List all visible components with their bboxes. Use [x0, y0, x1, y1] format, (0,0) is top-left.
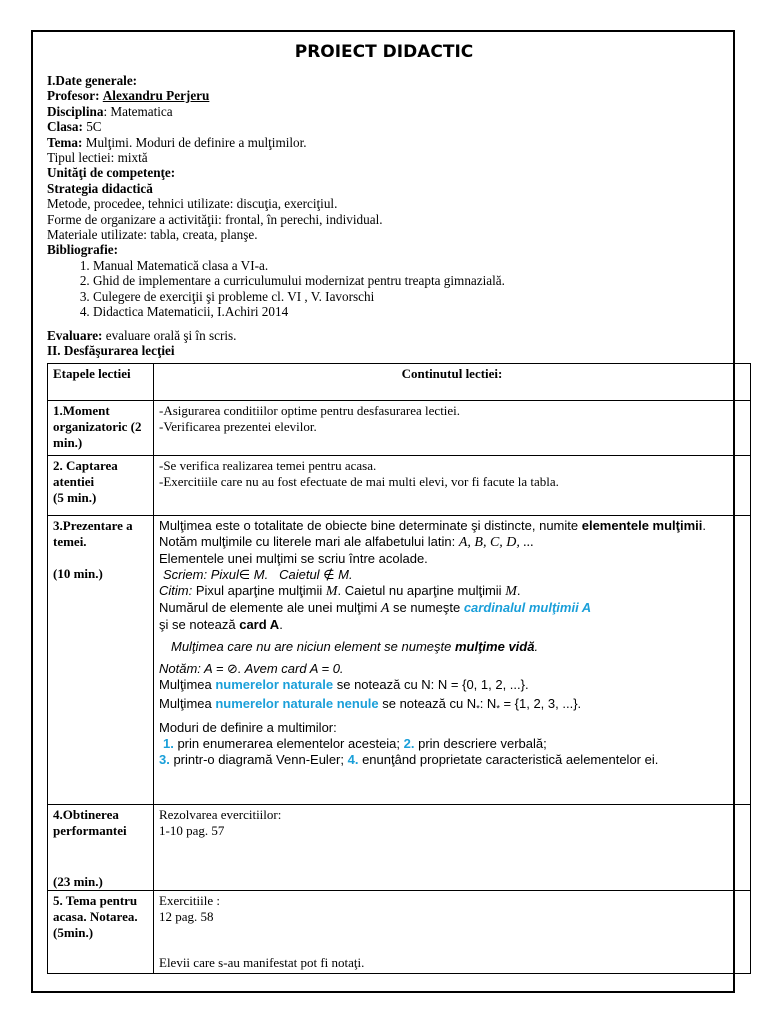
disciplina-label: Disciplina: [47, 103, 104, 119]
text-span: .: [702, 518, 707, 533]
stage-label: 3.Prezentare a temei.: [53, 518, 133, 549]
text-span: numerelor naturale nenule: [215, 696, 379, 711]
text-span: mulţime vidă: [454, 639, 535, 654]
text-span: M: [325, 584, 338, 599]
evaluare-value: evaluare orală şi în scris.: [102, 327, 237, 343]
disciplina-value: : Matematica: [103, 103, 173, 119]
bibliografie-list: [47, 258, 727, 320]
content-line: 12 pag. 58: [159, 909, 214, 924]
forme-row: Forme de organizare a activităţii: frontal, în perechi, individual.: [47, 211, 383, 227]
clasa-label: Clasa:: [47, 119, 83, 135]
content-cell: [154, 516, 751, 805]
text-span: Mulţimea este o totalitate de obiecte bine determinate şi distincte, numite: [159, 518, 582, 533]
text-span: Pixul∈ M.: [210, 567, 269, 582]
table-row: [48, 456, 751, 516]
text-span: 1.: [163, 735, 174, 751]
text-span: = {1, 2, 3, ...}.: [499, 696, 582, 711]
empty-set-line: [159, 639, 745, 655]
profesor-label: Profesor:: [47, 88, 100, 104]
content-cell: [154, 891, 751, 974]
content-cell: [154, 401, 751, 456]
methods-line-1: [159, 736, 745, 752]
nonzero-naturals-line: [159, 696, 745, 717]
text-span: Scriem:: [163, 567, 208, 582]
bibliografie-item: 4. Didactica Matematicii, I.Achiri 2014: [93, 304, 727, 319]
methods-line-2: [159, 752, 745, 768]
stage-time: (23 min.): [53, 874, 103, 889]
text-span: 3.: [159, 751, 170, 767]
profesor-name: Alexandru Perjeru: [102, 88, 210, 104]
stage-cell: [48, 516, 154, 805]
text-span: 4.: [347, 751, 359, 767]
tema-row: [47, 135, 727, 150]
text-span: Citim:: [159, 583, 193, 598]
content-line: Rezolvarea evercitiilor:: [159, 807, 282, 822]
general-data: [47, 73, 727, 358]
stage-time: (5 min.): [53, 490, 97, 505]
general-heading: I.Date generale:: [47, 73, 138, 88]
text-span: . Caietul nu aparţine mulţimii: [337, 583, 506, 598]
table-row: [48, 516, 751, 805]
text-span: se numeşte: [389, 600, 464, 615]
content-line: -Se verifica realizarea temei pentru acasa.: [159, 458, 377, 473]
strategia-didactica: Strategia didactică: [47, 180, 153, 196]
text-span: şi se notează: [159, 617, 240, 632]
scriem-line: [159, 567, 745, 583]
text-line: Moduri de definire a multimilor:: [159, 719, 337, 735]
cardinal-line: [159, 600, 745, 617]
text-span: Mulţimea: [159, 677, 216, 692]
clasa-value: 5C: [82, 119, 102, 135]
tipul-lectiei: Tipul lectiei: mixtă: [47, 150, 148, 166]
materiale-row: Materiale utilizate: tabla, creata, planşe.: [47, 227, 258, 243]
stage-cell: [48, 456, 154, 516]
stage-label: 4.Obtinerea performantei: [53, 807, 127, 838]
text-span: A: [380, 601, 390, 616]
text-line: Elementele unei mulţimi se scriu între acolade.: [159, 551, 428, 566]
text-span: numerelor naturale: [215, 677, 334, 692]
stage-cell: [48, 805, 154, 891]
text-span: .: [534, 639, 539, 654]
table-row: [48, 805, 751, 891]
bibliografie-item: 3. Culegere de exerciţii şi probleme cl. VI , V. Iavorschi: [93, 289, 727, 304]
text-span: prin descriere verbală;: [414, 735, 547, 751]
stage-label: 2. Captarea atentiei: [53, 458, 118, 489]
clasa-row: [47, 119, 727, 134]
text-span: M: [505, 584, 517, 599]
text-span: : N: [479, 696, 497, 711]
content-line: -Exercitiile care nu au fost efectuate de mai multi elevi, vor fi facute la tabla.: [159, 474, 559, 489]
content-line: 1-10 pag. 57: [159, 823, 225, 838]
text-span: Notăm mulţimile cu literele mari ale alfabetului latin:: [159, 534, 459, 549]
evaluare-label: Evaluare:: [47, 327, 103, 343]
tema-value: Mulţimi. Moduri de definire a mulţimilor.: [82, 134, 307, 150]
definition-line: [159, 518, 745, 534]
content-line: -Asigurarea conditiilor optime pentru desfasurarea lectiei.: [159, 403, 461, 418]
text-span: *: [476, 703, 480, 714]
content-cell: [154, 805, 751, 891]
text-span: Numărul de elemente ale unei mulţimi: [159, 600, 381, 615]
table-row: [48, 401, 751, 456]
text-span: enunţând proprietate caracteristică aelementelor ei.: [358, 751, 659, 767]
natural-numbers-line: [159, 677, 745, 693]
profesor-row: [47, 88, 727, 103]
text-span: card A: [239, 617, 280, 632]
text-span: se notează cu N: [378, 696, 477, 711]
bibliografie-label: Bibliografie:: [47, 242, 119, 258]
disciplina-row: [47, 104, 727, 119]
text-span: prin enumerarea elementelor acesteia;: [173, 735, 404, 751]
tema-label: Tema:: [47, 134, 83, 150]
text-span: .: [516, 583, 521, 598]
evaluare-row: [47, 328, 727, 343]
page-title: PROIECT DIDACTIC: [294, 42, 474, 62]
text-span: elementele mulţimii: [581, 518, 703, 533]
text-span: ∉ M.: [323, 567, 353, 582]
content-line: Elevii care s-au manifestat pot fi notaţi.: [159, 955, 365, 970]
col-header-content: Continutul lectiei:: [154, 364, 751, 401]
card-line: [159, 617, 745, 633]
stage-cell: 1.Moment organizatoric (2 min.): [48, 401, 154, 456]
col-header-stages: Etapele lectiei: [48, 364, 154, 401]
bibliografie-item: 1. Manual Matematică clasa a VI-a.: [93, 258, 727, 273]
text-span: A, B, C, D, ...: [458, 535, 534, 550]
text-span: Pixul aparţine mulţimii: [192, 583, 326, 598]
text-span: printr-o diagramă Venn-Euler;: [169, 751, 348, 767]
text-span: Mulţimea care nu are niciun element se numeşte: [171, 639, 455, 654]
table-header-row: [48, 364, 751, 401]
text-span: Mulţimea: [159, 696, 216, 711]
metode-row: Metode, procedee, tehnici utilizate: discuţia, exerciţiul.: [47, 196, 338, 212]
unitati-competente: Unităţi de competenţe:: [47, 165, 176, 181]
notation-line: [159, 534, 745, 551]
content-line: -Verificarea prezentei elevilor.: [159, 419, 317, 434]
text-span: 2.: [403, 735, 415, 751]
notam-line: Notăm: A = ⊘. Avem card A = 0.: [159, 661, 344, 676]
table-row: [48, 891, 751, 974]
bibliografie-item: 2. Ghid de implementare a curriculumului modernizat pentru treapta gimnazială.: [93, 273, 727, 288]
text-span: .: [279, 617, 283, 632]
text-span: Caietul: [279, 567, 320, 582]
citim-line: [159, 583, 745, 600]
content-line: Exercitiile :: [159, 893, 221, 908]
text-span: cardinalul mulţimii A: [463, 600, 592, 615]
lesson-table: [47, 363, 751, 974]
section-heading: II. Desfăşurarea lecţiei: [47, 342, 175, 358]
content-cell: [154, 456, 751, 516]
text-span: *: [496, 703, 500, 714]
stage-time: (10 min.): [53, 566, 103, 581]
stage-cell: 5. Tema pentru acasa. Notarea. (5min.): [48, 891, 154, 974]
text-span: se notează cu N: N = {0, 1, 2, ...}.: [333, 677, 529, 692]
